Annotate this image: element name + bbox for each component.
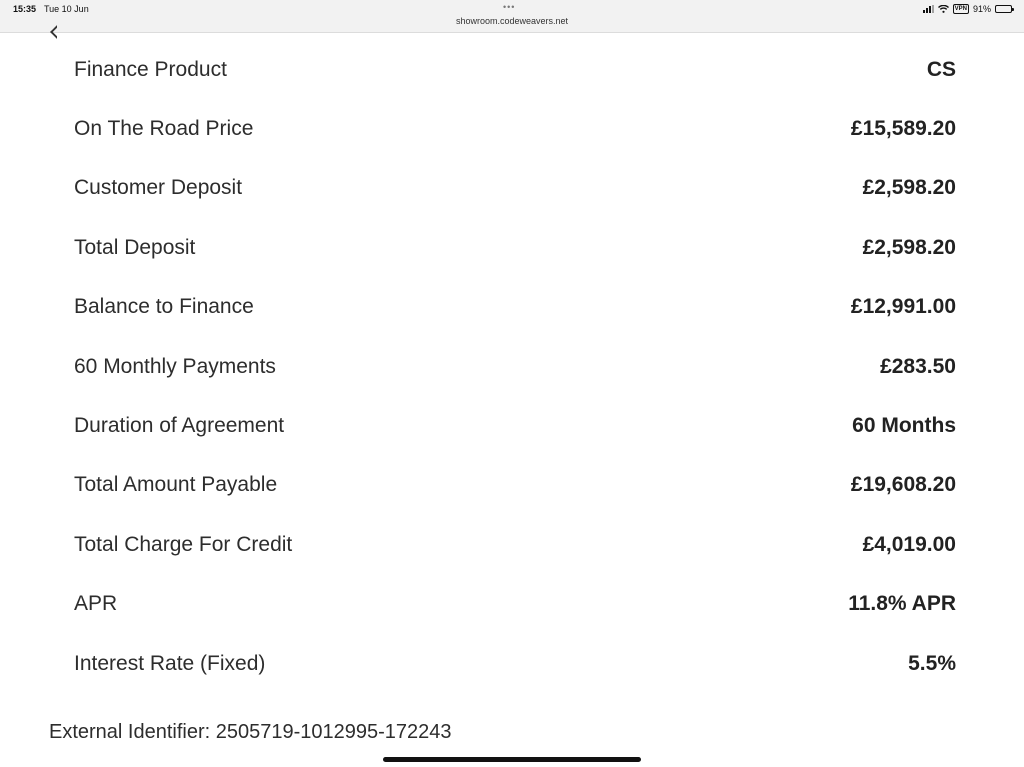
external-identifier: External Identifier: 2505719-1012995-172243 — [49, 721, 452, 743]
finance-row — [74, 456, 956, 515]
finance-row — [74, 634, 956, 693]
wifi-icon — [938, 5, 949, 13]
finance-row-label: Customer Deposit — [74, 176, 243, 200]
finance-row-label: Interest Rate (Fixed) — [74, 651, 266, 675]
finance-row-label: Duration of Agreement — [74, 414, 285, 438]
finance-row-value: CS — [926, 57, 956, 81]
finance-row — [74, 575, 956, 634]
finance-row-value: £2,598.20 — [862, 176, 956, 200]
finance-row-label: 60 Monthly Payments — [74, 354, 276, 378]
status-bar — [0, 0, 1024, 33]
status-date: Tue 10 Jun — [44, 4, 89, 14]
finance-row — [74, 278, 956, 337]
finance-row-value: £4,019.00 — [862, 532, 956, 556]
finance-summary-table — [74, 40, 956, 693]
finance-row — [74, 515, 956, 574]
finance-row-label: Total Amount Payable — [74, 473, 278, 497]
finance-row-value: £2,598.20 — [862, 235, 956, 259]
cellular-signal-icon — [923, 5, 934, 13]
vpn-badge: VPN — [954, 6, 967, 12]
finance-row-value: £283.50 — [880, 354, 956, 378]
finance-row — [74, 99, 956, 158]
finance-row-label: APR — [74, 592, 118, 616]
finance-row-label: On The Road Price — [74, 117, 254, 141]
finance-row — [74, 40, 956, 99]
finance-row-value: £12,991.00 — [850, 295, 956, 319]
finance-row-label: Finance Product — [74, 57, 227, 81]
finance-row — [74, 337, 956, 396]
finance-row — [74, 218, 956, 277]
finance-row-value: £19,608.20 — [850, 473, 956, 497]
finance-row-value: 60 Months — [852, 414, 956, 438]
home-indicator[interactable] — [383, 757, 641, 762]
finance-row — [74, 396, 956, 455]
status-time: 15:35 — [13, 4, 37, 14]
battery-icon — [995, 5, 1012, 13]
finance-row — [74, 159, 956, 218]
more-dots-icon[interactable]: ••• — [503, 2, 516, 12]
finance-row-label: Total Charge For Credit — [74, 532, 293, 556]
finance-row-value: 11.8% APR — [848, 592, 956, 616]
battery-percent: 91% — [972, 4, 991, 14]
address-bar-url[interactable]: showroom.codeweavers.net — [455, 16, 569, 26]
finance-row-value: £15,589.20 — [850, 117, 956, 141]
finance-row-label: Balance to Finance — [74, 295, 254, 319]
finance-row-label: Total Deposit — [74, 235, 196, 259]
status-indicators — [923, 3, 1012, 15]
finance-row-value: 5.5% — [908, 651, 956, 675]
